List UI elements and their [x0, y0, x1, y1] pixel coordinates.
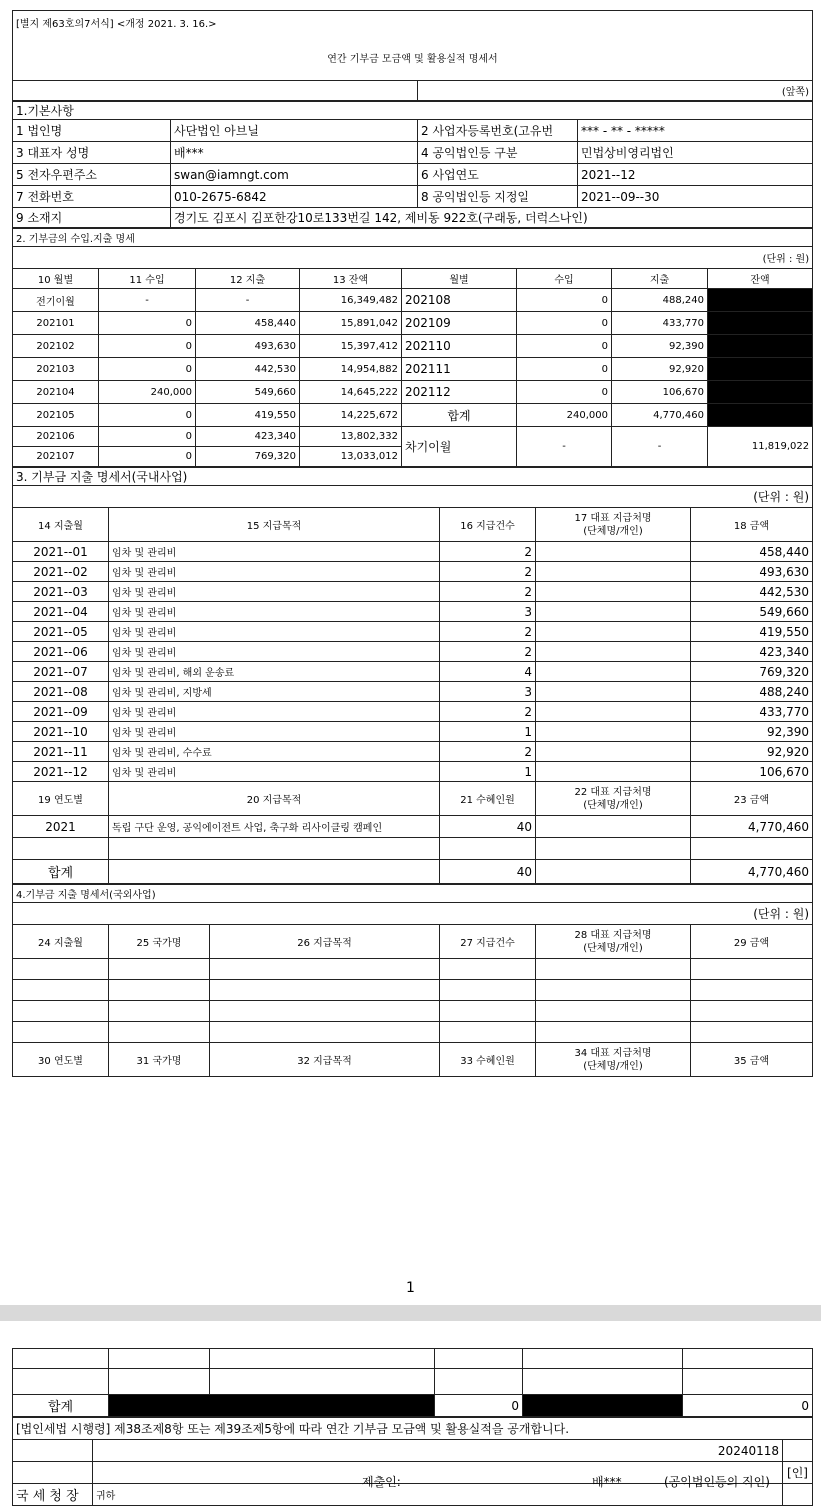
value-phone: 010-2675-6842: [171, 186, 418, 208]
table-row-purpose: 임차 및 관리비, 지방세: [109, 682, 440, 702]
p2-total-amount: 0: [683, 1395, 813, 1417]
unit-label: (단위 : 원): [13, 247, 813, 269]
year-row-beneficiaries: 40: [440, 816, 536, 838]
table-row-balance: 14,954,882: [300, 358, 402, 381]
table-row-expense-2: 433,770: [612, 312, 708, 335]
table-row-month: 2021--07: [13, 662, 109, 682]
form-page-1: [12, 10, 812, 1077]
value-email: swan@iamngt.com: [171, 164, 418, 186]
table-row-expense: 458,440: [196, 312, 300, 335]
document-title: 연간 기부금 모금액 및 활용실적 명세서: [13, 35, 813, 81]
value-address: 경기도 김포시 김포한강10로133번길 142, 제비동 922호(구래동, 더럭스나인): [171, 208, 813, 228]
table-row-purpose: 임차 및 관리비: [109, 582, 440, 602]
table-row-income-2: 0: [517, 312, 612, 335]
section-4-header: 4.기부금 지출 명세서(국외사업): [13, 885, 813, 903]
table-row-count: 2: [440, 742, 536, 762]
unit-label: (단위 : 원): [13, 486, 813, 508]
table-row-month: 2021--09: [13, 702, 109, 722]
table-row-count: 2: [440, 702, 536, 722]
submitter-label: 제출인:: [362, 1474, 401, 1489]
table-row-amount: 488,240: [691, 682, 813, 702]
table-row-income: -: [99, 289, 196, 312]
table-row-amount: 419,550: [691, 622, 813, 642]
table-row-purpose: 임차 및 관리비: [109, 642, 440, 662]
redacted-balance: [708, 312, 813, 335]
table-row-count: 2: [440, 642, 536, 662]
table-row-month: 2021--02: [13, 562, 109, 582]
col-recipient: [536, 925, 691, 959]
table-row-expense: 769,320: [196, 447, 300, 467]
table-row-amount: 106,670: [691, 762, 813, 782]
table-row-total-expense: 4,770,460: [612, 404, 708, 427]
submitter-row: [93, 1462, 783, 1489]
table-row-income-2: 0: [517, 335, 612, 358]
table-row-amount: 433,770: [691, 702, 813, 722]
table-row-month: 2021--12: [13, 762, 109, 782]
table-row-total-label: 합계: [402, 404, 517, 427]
submitter-role: (공익법인등의 직인): [664, 1474, 770, 1489]
table-row-balance: 15,891,042: [300, 312, 402, 335]
table-row-month: 전기이월: [13, 289, 99, 312]
col-year: 30 연도별: [13, 1043, 109, 1077]
table-row-amount: 769,320: [691, 662, 813, 682]
table-row-purpose: 임차 및 관리비: [109, 542, 440, 562]
table-row-purpose: 임차 및 관리비: [109, 762, 440, 782]
col-expense-2: 지출: [612, 269, 708, 289]
table-row-count: 2: [440, 622, 536, 642]
col-purpose-2: 20 지급목적: [109, 782, 440, 816]
value-corp-type: 민법상비영리법인: [578, 142, 813, 164]
table-row-amount: 442,530: [691, 582, 813, 602]
redacted-cell: [109, 1395, 435, 1417]
table-row-balance: 13,802,332: [300, 427, 402, 447]
col-amount-2: 35 금액: [691, 1043, 813, 1077]
col-recipient: [536, 508, 691, 542]
col-recipient-2-line1: 22 대표 지급처명: [574, 786, 652, 798]
table-row-income: 0: [99, 358, 196, 381]
table-row-month: 2021--08: [13, 682, 109, 702]
table-row-income: 0: [99, 427, 196, 447]
table-row-month-2: 202109: [402, 312, 517, 335]
table-row-amount: 458,440: [691, 542, 813, 562]
table-row-purpose: 임차 및 관리비: [109, 622, 440, 642]
col-recipient-2-line2: (단체명/개인): [583, 1060, 643, 1072]
total-beneficiaries: 40: [440, 860, 536, 884]
value-fiscal-year: 2021--12: [578, 164, 813, 186]
table-row-count: 2: [440, 562, 536, 582]
col-month: 10 월별: [13, 269, 99, 289]
table-row-income-2: 0: [517, 381, 612, 404]
section-2-header: 2. 기부금의 수입.지출 명세: [13, 229, 813, 247]
redacted-balance: [708, 358, 813, 381]
table-row-count: 2: [440, 542, 536, 562]
table-row-count: 2: [440, 582, 536, 602]
table-row-purpose: 임차 및 관리비: [109, 562, 440, 582]
label-fiscal-year: 6 사업연도: [418, 164, 578, 186]
submission-date: 20240118: [93, 1440, 783, 1462]
table-row-amount: 92,920: [691, 742, 813, 762]
table-row-balance: 14,225,672: [300, 404, 402, 427]
table-row-expense: 419,550: [196, 404, 300, 427]
year-row-year: 2021: [13, 816, 109, 838]
col-count: 16 지급건수: [440, 508, 536, 542]
col-amount: 18 금액: [691, 508, 813, 542]
col-recipient-2-line2: (단체명/개인): [583, 799, 643, 811]
section-3-header: 3. 기부금 지출 명세서(국내사업): [13, 468, 813, 486]
table-row-income-2: 0: [517, 358, 612, 381]
addressee: 국 세 청 장: [13, 1484, 93, 1506]
income-expense-table: [12, 228, 813, 467]
col-beneficiaries: 21 수혜인원: [440, 782, 536, 816]
redacted-balance: [708, 335, 813, 358]
label-designation-date: 8 공익법인등 지정일: [418, 186, 578, 208]
col-expense: 12 지출: [196, 269, 300, 289]
submitter-name: 배***: [592, 1474, 622, 1489]
table-row-month: 2021--04: [13, 602, 109, 622]
col-year: 19 연도별: [13, 782, 109, 816]
col-amount-2: 23 금액: [691, 782, 813, 816]
total-amount: 4,770,460: [691, 860, 813, 884]
table-row-income-2: 0: [517, 289, 612, 312]
page-separator: [0, 1305, 821, 1321]
carry-forward-expense: -: [612, 427, 708, 467]
col-amount: 29 금액: [691, 925, 813, 959]
redacted-cell: [523, 1395, 683, 1417]
table-row-purpose: 임차 및 관리비, 수수료: [109, 742, 440, 762]
col-expense-month: 24 지출월: [13, 925, 109, 959]
col-count: 27 지급건수: [440, 925, 536, 959]
table-row-purpose: 임차 및 관리비: [109, 722, 440, 742]
page-number: 1: [406, 1280, 415, 1296]
domestic-expense-table: [12, 467, 813, 884]
redacted-balance: [708, 381, 813, 404]
total-label: 합계: [13, 860, 109, 884]
table-row-month: 2021--05: [13, 622, 109, 642]
value-corp-name: 사단법인 아브닐: [171, 120, 418, 142]
col-purpose: 26 지급목적: [210, 925, 440, 959]
table-row-month: 2021--06: [13, 642, 109, 662]
table-row-month: 202103: [13, 358, 99, 381]
table-row-expense-2: 106,670: [612, 381, 708, 404]
label-biz-no: 2 사업자등록번호(고유번: [418, 120, 578, 142]
table-row-month-2: 202108: [402, 289, 517, 312]
table-row-income: 0: [99, 404, 196, 427]
table-row-month: 202107: [13, 447, 99, 467]
value-rep-name: 배***: [171, 142, 418, 164]
carry-forward-income: -: [517, 427, 612, 467]
label-rep-name: 3 대표자 성명: [13, 142, 171, 164]
table-row-purpose: 임차 및 관리비: [109, 602, 440, 622]
table-row-amount: 549,660: [691, 602, 813, 622]
redacted-balance: [708, 404, 813, 427]
declaration-table: [12, 1417, 813, 1506]
table-row-amount: 92,390: [691, 722, 813, 742]
basic-info-table: [12, 101, 813, 228]
table-row-month: 2021--11: [13, 742, 109, 762]
legal-statement: [법인세법 시행령] 제38조제8항 또는 제39조제5항에 따라 연간 기부금 모금액 및 활용실적을 공개합니다.: [13, 1418, 813, 1440]
table-row-expense: 493,630: [196, 335, 300, 358]
label-corp-name: 1 법인명: [13, 120, 171, 142]
table-row-income: 240,000: [99, 381, 196, 404]
table-row-expense-2: 488,240: [612, 289, 708, 312]
col-recipient-line1: 28 대표 지급처명: [574, 929, 652, 941]
table-row-month: 202106: [13, 427, 99, 447]
seal-mark: [인]: [783, 1462, 813, 1484]
carry-forward-balance: 11,819,022: [708, 427, 813, 467]
table-row-income: 0: [99, 335, 196, 358]
overseas-expense-table: [12, 884, 813, 1077]
table-row-count: 4: [440, 662, 536, 682]
table-row-income: 0: [99, 447, 196, 467]
label-email: 5 전자우편주소: [13, 164, 171, 186]
form-number: [별지 제63호의7서식] <개정 2021. 3. 16.>: [13, 11, 813, 35]
table-row-month: 202101: [13, 312, 99, 335]
table-row-purpose: 임차 및 관리비: [109, 702, 440, 722]
col-purpose-2: 32 지급목적: [210, 1043, 440, 1077]
table-row-month: 202102: [13, 335, 99, 358]
col-country: 25 국가명: [109, 925, 210, 959]
year-row-purpose: 독립 구단 운영, 공익에이전트 사업, 축구화 리사이클링 캠페인: [109, 816, 440, 838]
table-row-month: 202105: [13, 404, 99, 427]
table-row-balance: 14,645,222: [300, 381, 402, 404]
table-row-amount: 423,340: [691, 642, 813, 662]
table-row-count: 3: [440, 602, 536, 622]
col-balance: 13 잔액: [300, 269, 402, 289]
table-row-month: 2021--01: [13, 542, 109, 562]
addressee-suffix: 귀하: [93, 1484, 783, 1506]
col-recipient-line2: (단체명/개인): [583, 942, 643, 954]
col-month-2: 월별: [402, 269, 517, 289]
col-recipient-line2: (단체명/개인): [583, 525, 643, 537]
col-balance-2: 잔액: [708, 269, 813, 289]
table-row-month: 202104: [13, 381, 99, 404]
p2-total-label: 합계: [13, 1395, 109, 1417]
label-address: 9 소재지: [13, 208, 171, 228]
p2-total-count: 0: [435, 1395, 523, 1417]
table-row-expense: 549,660: [196, 381, 300, 404]
table-row-balance: 15,397,412: [300, 335, 402, 358]
table-row-count: 1: [440, 722, 536, 742]
col-purpose: 15 지급목적: [109, 508, 440, 542]
table-row-expense-2: 92,390: [612, 335, 708, 358]
carry-forward-label: 차기이월: [402, 427, 517, 467]
table-row-balance: 13,033,012: [300, 447, 402, 467]
col-beneficiaries: 33 수혜인원: [440, 1043, 536, 1077]
col-recipient-line1: 17 대표 지급처명: [574, 512, 652, 524]
table-row-total-income: 240,000: [517, 404, 612, 427]
table-row-amount: 493,630: [691, 562, 813, 582]
year-row-amount: 4,770,460: [691, 816, 813, 838]
col-recipient-2-line1: 34 대표 지급처명: [574, 1047, 652, 1059]
redacted-balance: [708, 289, 813, 312]
col-income-2: 수입: [517, 269, 612, 289]
value-designation-date: 2021--09--30: [578, 186, 813, 208]
page-side-label: (앞쪽): [418, 81, 813, 101]
table-row-expense-2: 92,920: [612, 358, 708, 381]
col-country-2: 31 국가명: [109, 1043, 210, 1077]
table-row-income: 0: [99, 312, 196, 335]
label-phone: 7 전화번호: [13, 186, 171, 208]
table-row-count: 1: [440, 762, 536, 782]
table-row-expense: 442,530: [196, 358, 300, 381]
table-row-month: 2021--10: [13, 722, 109, 742]
table-row-expense: 423,340: [196, 427, 300, 447]
value-biz-no: *** - ** - *****: [578, 120, 813, 142]
overseas-totals-table: [12, 1348, 813, 1417]
table-row-month-2: 202112: [402, 381, 517, 404]
table-row-balance: 16,349,482: [300, 289, 402, 312]
form-page-2: [12, 1348, 812, 1506]
table-row-expense: -: [196, 289, 300, 312]
section-1-header: 1.기본사항: [13, 102, 813, 120]
col-expense-month: 14 지출월: [13, 508, 109, 542]
table-row-purpose: 임차 및 관리비, 해외 운송료: [109, 662, 440, 682]
table-row-count: 3: [440, 682, 536, 702]
table-row-month-2: 202110: [402, 335, 517, 358]
col-recipient-2: [536, 1043, 691, 1077]
unit-label: (단위 : 원): [13, 903, 813, 925]
table-row-month: 2021--03: [13, 582, 109, 602]
label-corp-type: 4 공익법인등 구분: [418, 142, 578, 164]
col-income: 11 수입: [99, 269, 196, 289]
col-recipient-2: [536, 782, 691, 816]
table-row-month-2: 202111: [402, 358, 517, 381]
